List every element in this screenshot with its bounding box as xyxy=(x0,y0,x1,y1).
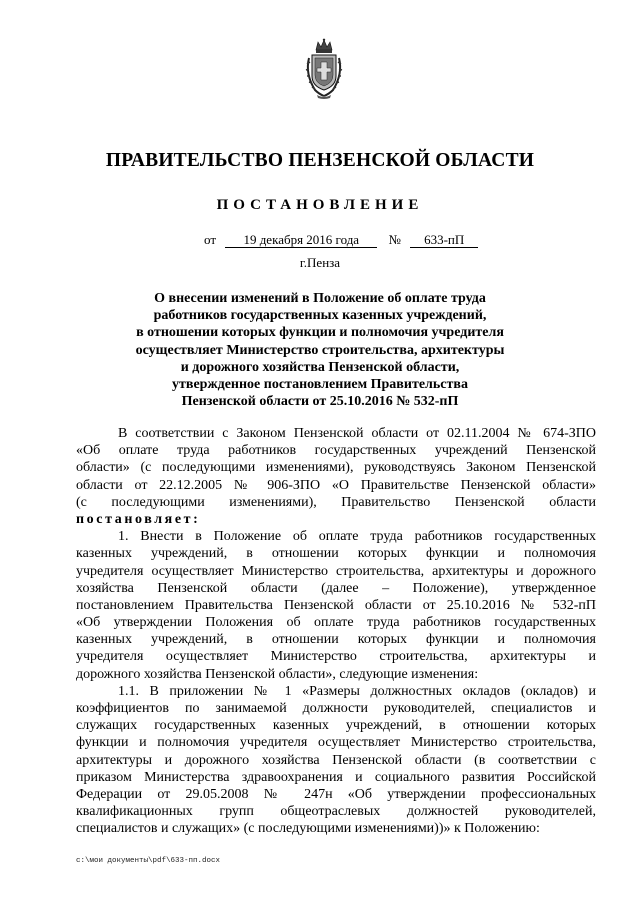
resolution-word: постановляет: xyxy=(76,511,201,527)
document-title xyxy=(120,290,520,410)
title-line: работников государственных казенных учреждений, xyxy=(153,308,487,324)
body-line: учредителя осуществляет Министерство строительства, архитектуры и xyxy=(76,649,596,665)
body-line: функции и полномочия учредителя осуществляет Министерство строительства, xyxy=(76,735,596,751)
title-line: в отношении которых функции и полномочия учредителя xyxy=(136,325,504,341)
body-line: «Об утверждении Положения об оплате труда работников государственных xyxy=(76,615,596,631)
document-number: 633-пП xyxy=(410,233,478,248)
date-prefix: от xyxy=(204,232,217,247)
body-line: хозяйства Пензенской области (далее – Положение), утвержденное xyxy=(76,580,596,596)
body-line: постановлением Правительства Пензенской области от 25.10.2016 № 532-пП xyxy=(76,597,596,613)
title-line: Пензенской области от 25.10.2016 № 532-пП xyxy=(181,394,459,410)
number-label: № xyxy=(388,232,401,247)
date-number-line xyxy=(204,232,478,248)
body-line: квалификационных групп общеотраслевых должностей руководителей, xyxy=(76,804,596,820)
body-line: 1. Внести в Положение об оплате труда работников государственных xyxy=(118,529,596,545)
document-date: 19 декабря 2016 года xyxy=(225,233,377,248)
document-body xyxy=(76,425,596,838)
body-line: казенных учреждений, в отношении которых функции и полномочия xyxy=(76,546,596,562)
body-line: служащих государственных казенных учреждений, в отношении которых xyxy=(76,718,596,734)
body-line: архитектуры и дорожного хозяйства Пензенской области (в соответствии с xyxy=(76,752,596,768)
body-line: приказом Министерства здравоохранения и социального развития Российской xyxy=(76,769,596,785)
body-line: области от 22.12.2005 № 906-ЗПО «О Правительстве Пензенской области» xyxy=(76,477,596,493)
body-line: области» (с последующими изменениями), руководствуясь Законом Пензенской xyxy=(76,460,596,476)
body-line: Федерации от 29.05.2008 № 247н «Об утверждении профессиональных xyxy=(76,786,596,802)
body-line: В соответствии с Законом Пензенской области от 02.11.2004 № 674-ЗПО xyxy=(118,426,596,441)
title-line: осуществляет Министерство строительства, архитектуры xyxy=(135,342,505,358)
body-line: специалистов и служащих» (с последующими изменениями))» к Положению: xyxy=(76,821,540,837)
body-line: «Об оплате труда работников государственных учреждений Пензенской xyxy=(76,443,596,459)
body-line: дорожного хозяйства Пензенской области», следующие изменения: xyxy=(76,666,479,682)
title-line: и дорожного хозяйства Пензенской области, xyxy=(180,359,460,375)
title-line: О внесении изменений в Положение об оплате труда xyxy=(154,291,486,306)
body-line: 1.1. В приложении № 1 «Размеры должностных окладов (окладов) и xyxy=(118,683,596,699)
body-line: коэффициентов по занимаемой должности руководителей, специалистов и xyxy=(76,701,596,716)
body-line: учредителя осуществляет Министерство строительства, архитектуры и дорожного xyxy=(76,563,596,579)
city: г.Пенза xyxy=(299,255,341,270)
body-line: казенных учреждений, в отношении которых функции и полномочия xyxy=(76,632,596,648)
document-type: ПОСТАНОВЛЕНИЕ xyxy=(216,197,424,213)
body-line: (с последующими изменениями), Правительство Пензенской области xyxy=(76,494,596,510)
footer-file-path: c:\мои документы\pdf\633-пп.docx xyxy=(76,857,221,865)
organization-name: ПРАВИТЕЛЬСТВО ПЕНЗЕНСКОЙ ОБЛАСТИ xyxy=(105,150,535,171)
coat-of-arms-emblem xyxy=(303,38,345,100)
title-line: утвержденное постановлением Правительства xyxy=(172,377,468,393)
